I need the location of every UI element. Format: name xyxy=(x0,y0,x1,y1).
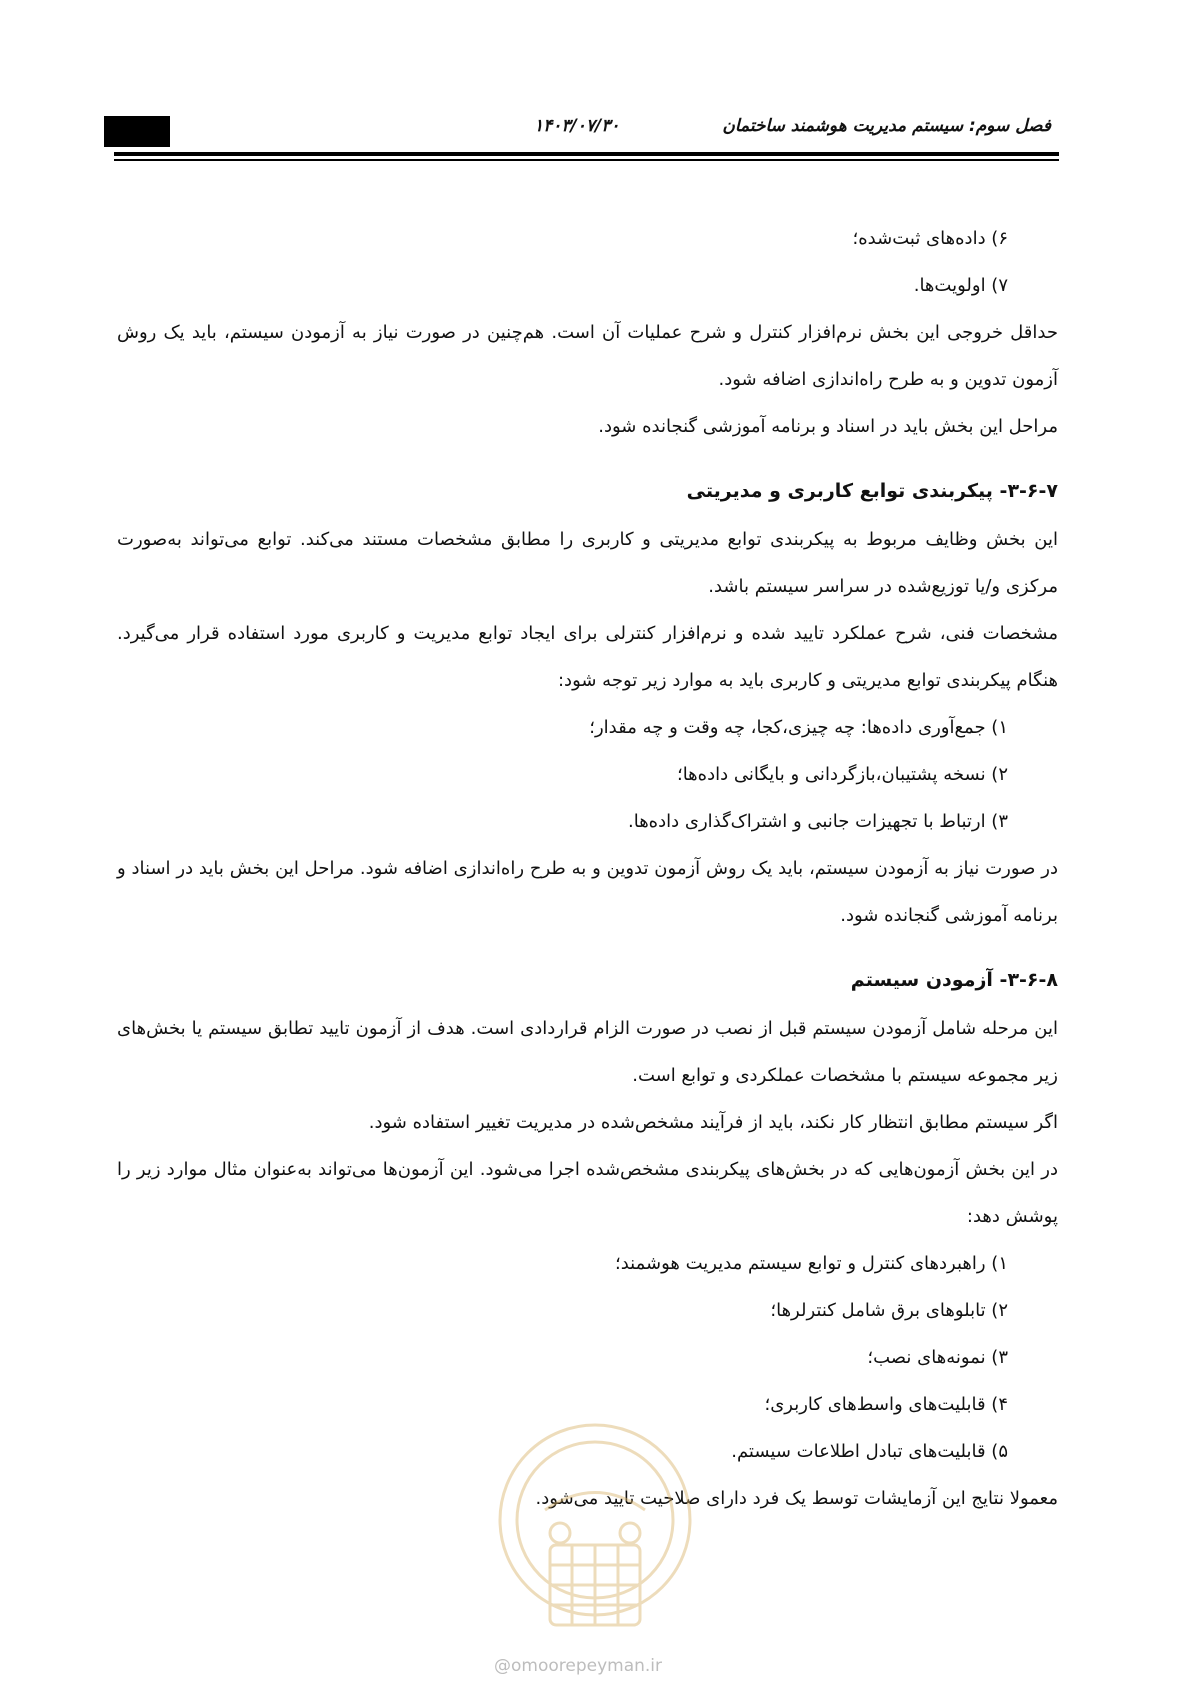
list-item: ۶) داده‌های ثبت‌شده؛ xyxy=(852,228,1008,249)
list-item: ۳) نمونه‌های نصب؛ xyxy=(867,1347,1008,1368)
header-date: ۱۴۰۳/۰۷/۳۰ xyxy=(534,116,620,136)
paragraph: این بخش وظایف مربوط به پیکربندی توابع مدیریتی و کاربری را مطابق مشخصات مستند می‌کند. توابع می‌تواند به‌صورت مرکزی و/یا توزیع‌شده در سراسر سیستم باشد. xyxy=(117,529,1058,597)
header-rule-thick xyxy=(114,152,1059,156)
list-item: ۱) راهبردهای کنترل و توابع سیستم مدیریت هوشمند؛ xyxy=(615,1253,1008,1274)
list-item: ۴) قابلیت‌های واسط‌های کاربری؛ xyxy=(764,1394,1008,1415)
section-heading: ۳-۶-۷- پیکربندی توابع کاربری و مدیریتی xyxy=(686,480,1058,502)
section-heading: ۳-۶-۸- آزمودن سیستم xyxy=(850,969,1058,991)
paragraph: حداقل خروجی این بخش نرم‌افزار کنترل و شرح عملیات آن است. هم‌چنین در صورت نیاز به آزمودن سیستم، باید یک روش آزمون تدوین و به طرح راه‌اندازی اضافه شود. xyxy=(117,322,1058,390)
paragraph: این مرحله شامل آزمودن سیستم قبل از نصب در صورت الزام قراردادی است. هدف از آزمون تایید تطابق سیستم یا بخش‌های زیر مجموعه سیستم با مشخصات عملکردی و توابع است. xyxy=(117,1018,1058,1086)
paragraph: در این بخش آزمون‌هایی که در بخش‌های پیکربندی مشخص‌شده اجرا می‌شود. این آزمون‌ها می‌تواند به‌عنوان مثال موارد زیر را پوشش دهد: xyxy=(117,1159,1058,1227)
list-item: ۲) نسخه پشتیبان،بازگردانی و بایگانی داده‌ها؛ xyxy=(676,764,1008,785)
paragraph: در صورت نیاز به آزمودن سیستم، باید یک روش آزمون تدوین و به طرح راه‌اندازی اضافه شود. مراحل این بخش باید در اسناد و برنامه آموزشی گنجانده شود. xyxy=(117,858,1058,926)
paragraph: معمولا نتایج این آزمایشات توسط یک فرد دارای صلاحیت تایید می‌شود. xyxy=(535,1488,1058,1509)
page-number-box xyxy=(104,116,170,147)
watermark-logo-icon xyxy=(490,1415,700,1655)
list-item: ۱) جمع‌آوری داده‌ها: چه چیزی،کجا، چه وقت و چه مقدار؛ xyxy=(589,717,1008,738)
header-rule-thin xyxy=(114,159,1059,161)
watermark-site: @omoorepeyman.ir xyxy=(494,1656,663,1676)
page-header xyxy=(104,112,1059,172)
paragraph: مراحل این بخش باید در اسناد و برنامه آموزشی گنجانده شود. xyxy=(598,416,1058,437)
document-body xyxy=(117,215,1058,1522)
paragraph: مشخصات فنی، شرح عملکرد تایید شده و نرم‌افزار کنترلی برای ایجاد توابع مدیریت و کاربری مورد استفاده قرار می‌گیرد. هنگام پیکربندی توابع مدیریتی و کاربری باید به موارد زیر توجه شود: xyxy=(117,623,1058,691)
header-title: فصل سوم: سیستم مدیریت هوشمند ساختمان xyxy=(722,116,1051,136)
list-item: ۷) اولویت‌ها. xyxy=(913,275,1008,296)
list-item: ۲) تابلوهای برق شامل کنترلرها؛ xyxy=(770,1300,1008,1321)
list-item: ۳) ارتباط با تجهیزات جانبی و اشتراک‌گذاری داده‌ها. xyxy=(627,811,1008,832)
list-item: ۵) قابلیت‌های تبادل اطلاعات سیستم. xyxy=(731,1441,1008,1462)
paragraph: اگر سیستم مطابق انتظار کار نکند، باید از فرآیند مشخص‌شده در مدیریت تغییر استفاده شود. xyxy=(368,1112,1058,1133)
